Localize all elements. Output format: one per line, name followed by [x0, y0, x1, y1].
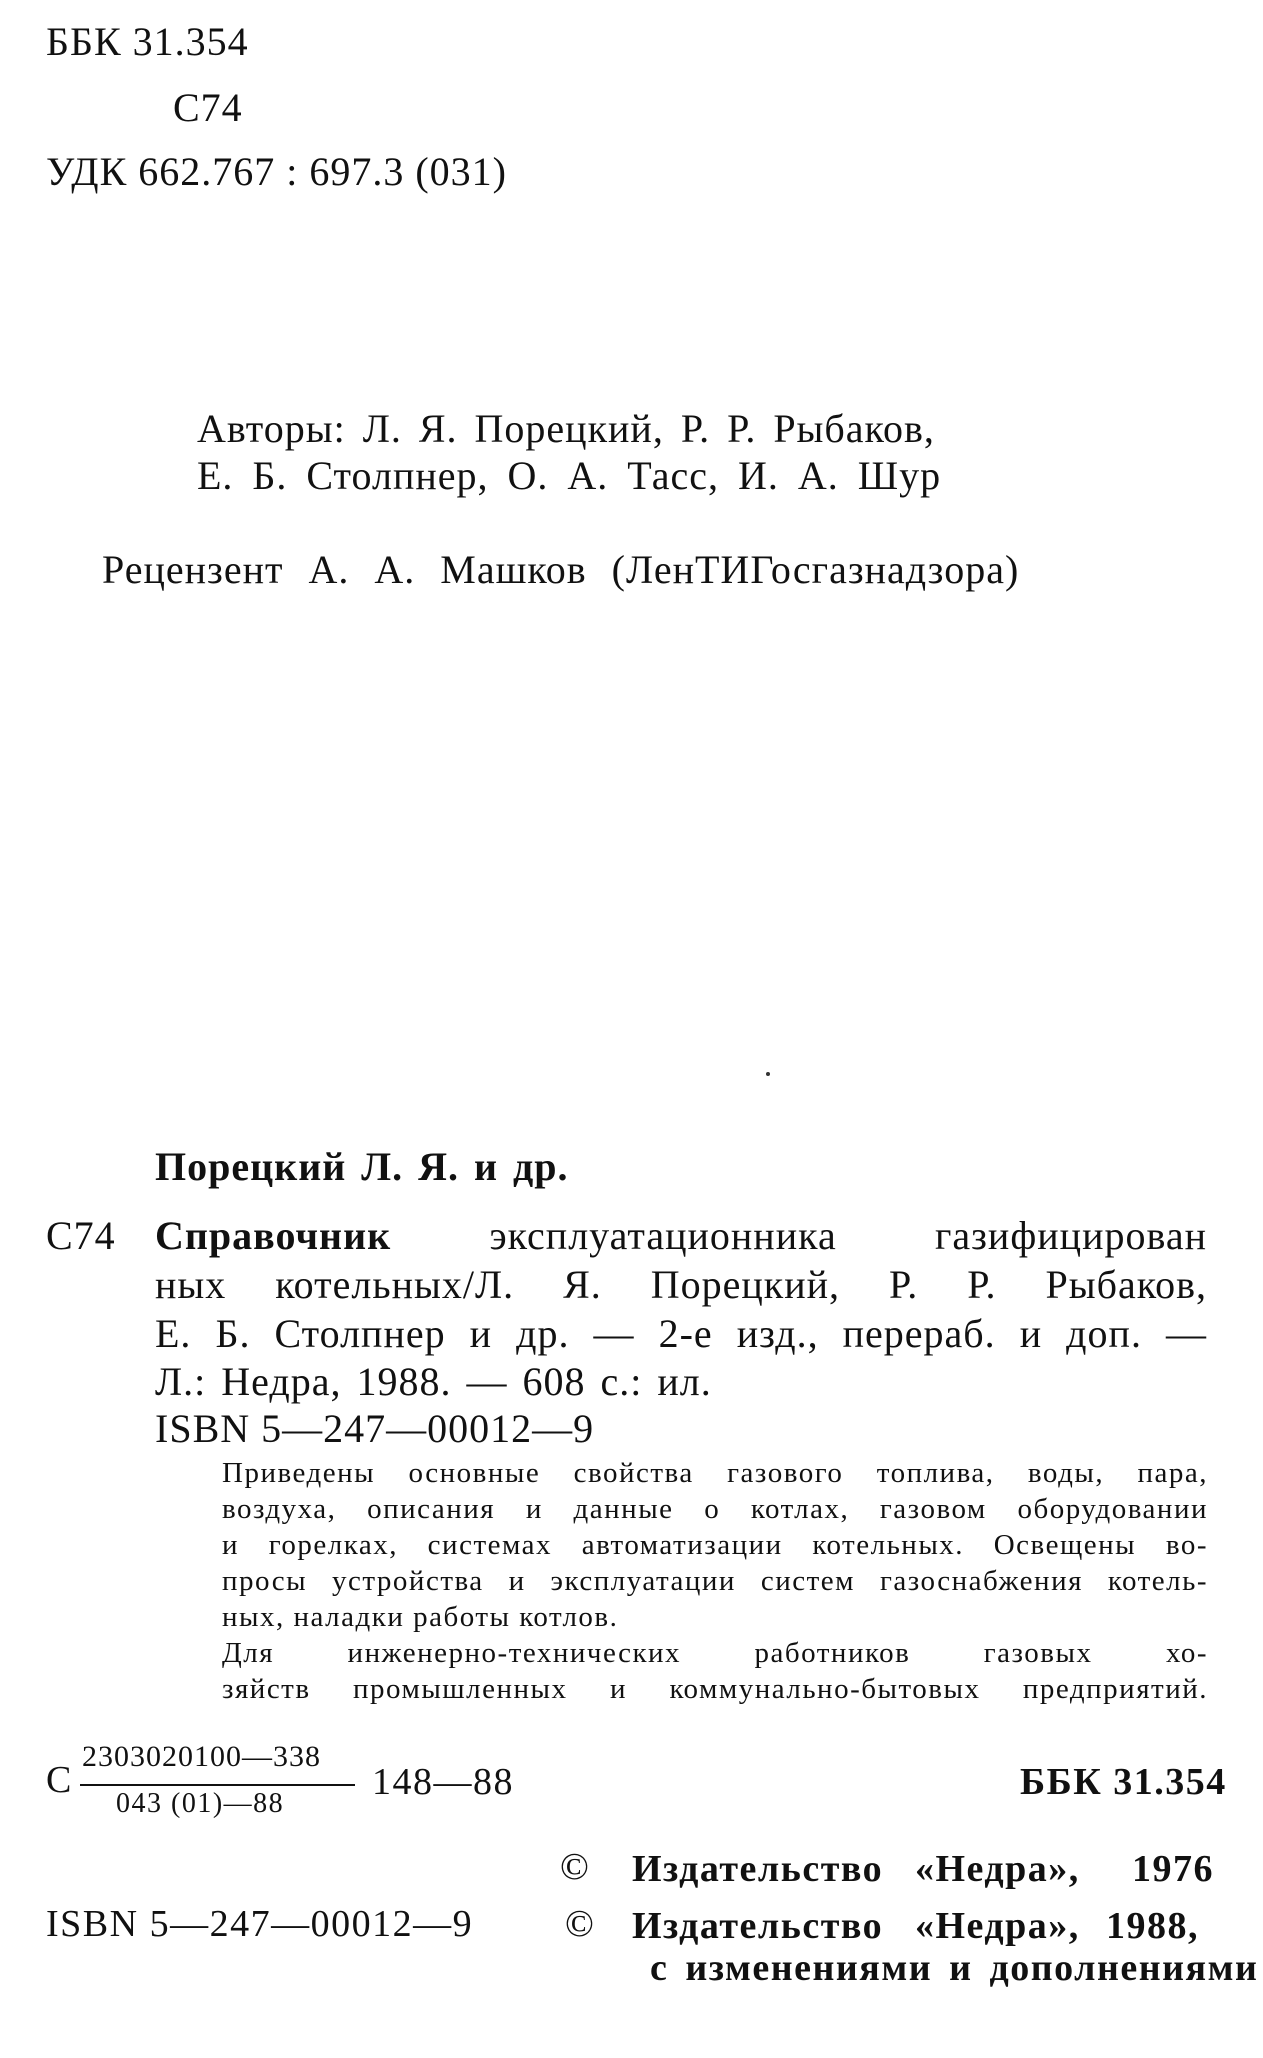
copyright-year-1988: 1988, — [1106, 1905, 1199, 1947]
copyright-publisher-1988: Издательство — [632, 1905, 884, 1947]
annotation-line-3: и горелках, системах автоматизации котельных. Освещены во- — [222, 1529, 1208, 1561]
authors-line-1: Авторы: Л. Я. Порецкий, Р. Р. Рыбаков, — [197, 406, 935, 451]
annotation-line-1: Приведены основные свойства газового топлива, воды, пара, — [222, 1457, 1208, 1489]
copyright-year-1976: 1976 — [1132, 1848, 1214, 1890]
copyright-publisher-1976: Издательство — [632, 1848, 884, 1890]
index-suffix: 148—88 — [372, 1761, 514, 1803]
copyright-name-1988: «Недра», — [915, 1905, 1080, 1947]
catalog-title-line-1 — [155, 1212, 1207, 1259]
reviewer: Рецензент А. А. Машков (ЛенТИГосгазнадзора) — [102, 547, 1020, 592]
index-numerator: 2303020100—338 — [82, 1740, 321, 1773]
annotation-line-2: воздуха, описания и данные о котлах, газовом оборудовании — [222, 1493, 1208, 1525]
copyright-name-1976: «Недра», — [915, 1848, 1080, 1890]
catalog-line-2: ных котельных/Л. Я. Порецкий, Р. Р. Рыбаков, — [155, 1262, 1207, 1307]
catalog-card-code: С74 — [46, 1213, 116, 1258]
annotation-line-4: просы устройства и эксплуатации систем газоснабжения котель- — [222, 1565, 1208, 1597]
catalog-code: С74 — [173, 85, 243, 130]
catalog-title-word: Справочник — [155, 1213, 392, 1258]
authors-line-2: Е. Б. Столпнер, О. А. Тасс, И. А. Шур — [197, 453, 942, 498]
fraction-bar — [80, 1784, 355, 1786]
catalog-author-heading: Порецкий Л. Я. и др. — [155, 1144, 569, 1189]
catalog-line-4: Л.: Недра, 1988. — 608 с.: ил. — [155, 1359, 712, 1404]
copyright-symbol-1976: © — [560, 1846, 591, 1888]
copyright-symbol-1988: © — [565, 1903, 596, 1945]
isbn-footer: ISBN 5—247—00012—9 — [46, 1903, 474, 1945]
audience-line-2: зяйств промышленных и коммунально-бытовых предприятий. — [222, 1673, 1208, 1705]
annotation-line-5: ных, наладки работы котлов. — [222, 1601, 619, 1633]
copyright-changes: с изменениями и дополнениями — [650, 1947, 1259, 1989]
index-bbk: ББК 31.354 — [1020, 1761, 1227, 1803]
catalog-isbn: ISBN 5—247—00012—9 — [155, 1406, 595, 1451]
bbk-code: ББК 31.354 — [46, 19, 249, 64]
index-denominator: 043 (01)—88 — [116, 1788, 285, 1819]
index-letter: С — [46, 1759, 73, 1801]
catalog-line-3: Е. Б. Столпнер и др. — 2-е изд., перераб. и доп. — — [155, 1311, 1207, 1356]
udk-code: УДК 662.767 : 697.3 (031) — [46, 149, 507, 194]
speck-dot — [766, 1072, 770, 1076]
audience-line-1: Для инженерно-технических работников газовых хо- — [222, 1637, 1208, 1669]
catalog-title-rest: эксплуатационника газифицирован — [391, 1213, 1207, 1258]
